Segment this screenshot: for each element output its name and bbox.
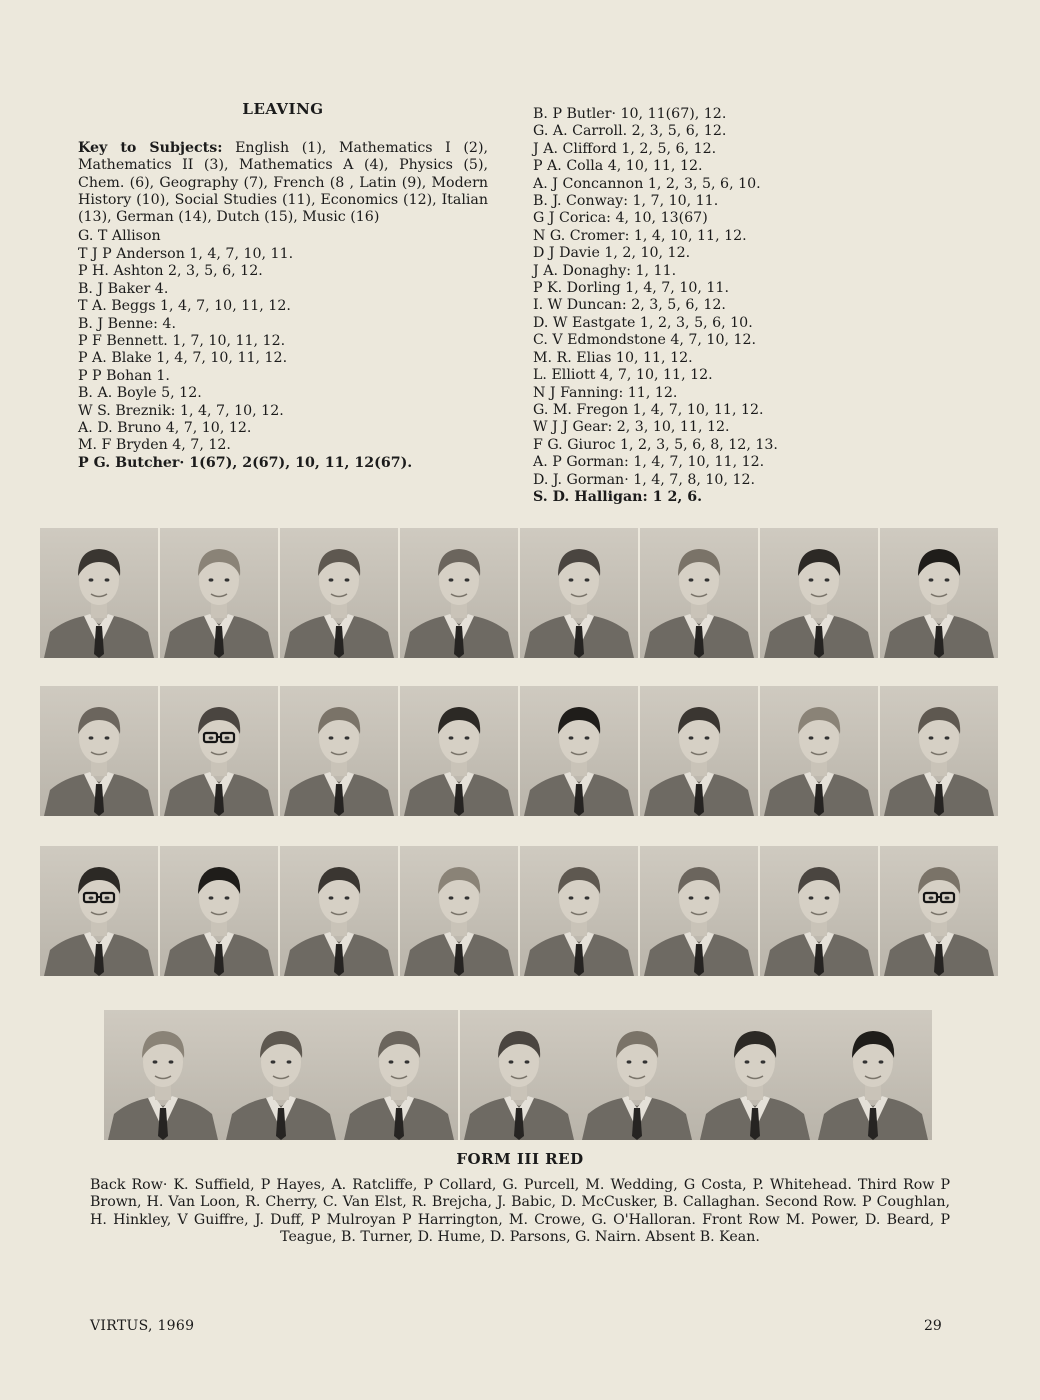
leaving-entry: P P Bohan 1. [78,367,170,384]
student-portrait [280,846,398,976]
leaving-entry: N G. Cromer: 1, 4, 10, 11, 12. [533,227,747,244]
leaving-entry: J A. Clifford 1, 2, 5, 6, 12. [533,140,717,157]
leaving-entry: P A. Colla 4, 10, 11, 12. [533,158,703,175]
leaving-entry: P G. Butcher· 1(67), 2(67), 10, 11, 12(67). [78,454,413,471]
student-portrait [880,846,998,976]
leaving-entry: D J Davie 1, 2, 10, 12. [533,245,691,262]
student-portrait [104,1010,222,1140]
student-portrait [520,846,638,976]
student-portrait [340,1010,458,1140]
leaving-entry: C. V Edmondstone 4, 7, 10, 12. [533,332,757,349]
student-portrait [400,686,518,816]
student-portrait [280,686,398,816]
student-portrait [520,528,638,658]
leaving-entry: A. P Gorman: 1, 4, 7, 10, 11, 12. [533,454,765,471]
leaving-entry: F G. Giuroc 1, 2, 3, 5, 6, 8, 12, 13. [533,436,778,453]
leaving-entry: P A. Blake 1, 4, 7, 10, 11, 12. [78,350,288,367]
student-portrait [640,846,758,976]
leaving-entry: M. R. Elias 10, 11, 12. [533,349,693,366]
leaving-heading: LEAVING [242,100,324,118]
leaving-entry: D. J. Gorman· 1, 4, 7, 8, 10, 12. [533,471,756,488]
student-portrait [814,1010,932,1140]
student-portrait [160,528,278,658]
leaving-entry: L. Elliott 4, 7, 10, 11, 12. [533,367,713,384]
leaving-entry: S. D. Halligan: 1 2, 6. [533,488,703,505]
leaving-entry: G. A. Carroll. 2, 3, 5, 6, 12. [533,123,727,140]
leaving-entry: T A. Beggs 1, 4, 7, 10, 11, 12. [78,298,291,315]
student-portrait [760,846,878,976]
form-caption: Back Row· K. Suffield, P Hayes, A. Ratcliffe, P Collard, G. Purcell, M. Wedding, G Costa, P. Whitehead. Third Row P Brown, H. Van Loon, R. Cherry, C. Van Elst, R. Brejcha, J. Babic, D. McCusker, B. Callaghan. Second Row. P Coughlan, H. Hinkley, V Guiffre, J. Duff, P Mulroyan P Harrington, M. Crowe, G. O'Halloran. Front Row M. Power, D. Beard, P Teague, B. Turner, D. Hume, D. Parsons, G. Nairn. Absent B. Kean. [90,1177,950,1245]
student-portrait [40,846,158,976]
leaving-entry: B. A. Boyle 5, 12. [78,385,202,402]
leaving-entry: P F Bennett. 1, 7, 10, 11, 12. [78,332,286,349]
student-portrait [696,1010,814,1140]
leaving-entry: P K. Dorling 1, 4, 7, 10, 11. [533,280,729,297]
student-portrait [880,686,998,816]
student-portrait [760,528,878,658]
leaving-entry: I. W Duncan: 2, 3, 5, 6, 12. [533,297,726,314]
student-portrait [222,1010,340,1140]
student-portrait [578,1010,696,1140]
student-portrait [640,686,758,816]
student-portrait [40,686,158,816]
leaving-entry: G J Corica: 4, 10, 13(67) [533,210,708,227]
leaving-entry: A. J Concannon 1, 2, 3, 5, 6, 10. [533,175,761,192]
leaving-entry: J A. Donaghy: 1, 11. [533,262,677,279]
student-portrait [460,1010,578,1140]
leaving-entry: G. M. Fregon 1, 4, 7, 10, 11, 12. [533,401,764,418]
student-portrait [640,528,758,658]
leaving-entry: D. W Eastgate 1, 2, 3, 5, 6, 10. [533,314,753,331]
student-portrait [880,528,998,658]
subject-key-label: Key to Subjects: [78,140,223,156]
leaving-entry: M. F Bryden 4, 7, 12. [78,437,231,454]
student-portrait [280,528,398,658]
student-portrait [760,686,878,816]
student-portrait [400,846,518,976]
leaving-entry: W J J Gear: 2, 3, 10, 11, 12. [533,419,730,436]
student-portrait [160,686,278,816]
student-portrait [400,528,518,658]
form-title: FORM III RED [456,1150,584,1168]
student-portrait [160,846,278,976]
leaving-entry: B. J. Conway: 1, 7, 10, 11. [533,193,719,210]
student-portrait [520,686,638,816]
leaving-entry: B. P Butler· 10, 11(67), 12. [533,106,727,122]
leaving-entry: T J P Anderson 1, 4, 7, 10, 11. [78,245,294,262]
page-number: 29 [924,1318,942,1334]
leaving-entry: A. D. Bruno 4, 7, 10, 12. [78,419,252,436]
subject-key-text: English (1), Mathematics I (2), Mathematics II (3), Mathematics A (4), Physics (5), Chem. (6), Geography (7), French (8 , Latin (9), Modern History (10), Social Studies (11), Economics (12), Italian (13), German (14), Dutch (15), Music (16) [78,140,489,226]
leaving-entry: G. T Allison [78,228,161,245]
leaving-entry: N J Fanning: 11, 12. [533,384,678,401]
leaving-entry: P H. Ashton 2, 3, 5, 6, 12. [78,263,263,280]
leaving-entry: B. J Baker 4. [78,280,169,297]
student-portrait [40,528,158,658]
publication-footer: VIRTUS, 1969 [90,1318,195,1334]
leaving-entry: W S. Breznik: 1, 4, 7, 10, 12. [78,402,284,419]
leaving-entry: B. J Benne: 4. [78,315,176,332]
